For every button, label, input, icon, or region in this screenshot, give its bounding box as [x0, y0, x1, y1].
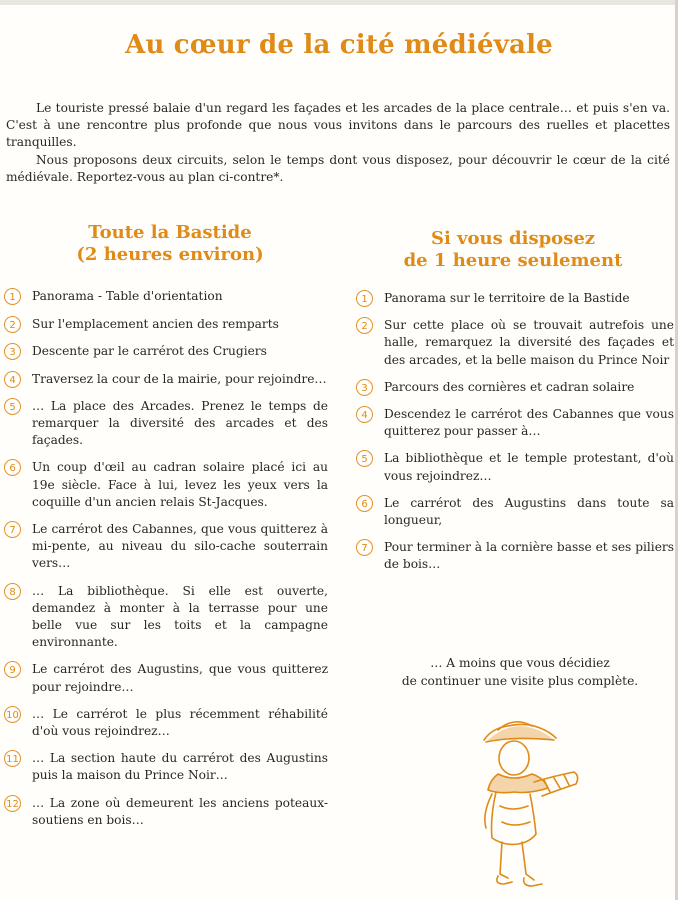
left-step — [4, 750, 328, 784]
left-step-text: Descente par le carrérot des Crugiers — [32, 344, 267, 359]
left-step-text: Un coup d'œil au cadran solaire placé ici au 19e siècle. Face à lui, levez les yeux vers la coquille d'un ancien relais St-Jacques. — [32, 460, 328, 509]
intro-text — [6, 100, 670, 186]
right-step — [356, 317, 674, 369]
circled-number-icon: 7 — [356, 539, 373, 556]
closing-line-1: … A moins que vous décidiez — [430, 656, 610, 670]
top-edge-rule — [0, 0, 678, 5]
right-step-text: La bibliothèque et le temple protestant, d'où vous rejoindrez… — [384, 451, 674, 483]
closing-note — [370, 655, 670, 690]
left-step — [4, 459, 328, 511]
circled-number-icon: 6 — [356, 495, 373, 512]
right-heading-line-1: Si vous disposez — [430, 228, 595, 249]
intro-paragraph-1: Le touriste pressé balaie d'un regard les façades et les arcades de la place centrale… et puis s'en va. C'est à une rencontre plus profonde que nous vous invitons dans le parcours des ruelles et placettes tranquilles. — [6, 101, 670, 150]
left-step-text: … La bibliothèque. Si elle est ouverte, demandez à monter à la terrasse pour une belle vue sur les toits et la campagne environnante. — [32, 583, 328, 650]
left-step — [4, 795, 328, 829]
circled-number-icon: 3 — [356, 379, 373, 396]
right-column-heading — [348, 228, 678, 272]
left-step — [4, 343, 328, 360]
circled-number-icon: 10 — [4, 706, 21, 723]
right-step-text: Descendez le carrérot des Cabannes que vous quitterez pour passer à… — [384, 407, 674, 439]
circled-number-icon: 11 — [4, 750, 21, 767]
circled-number-icon: 6 — [4, 459, 21, 476]
left-step — [4, 521, 328, 573]
left-step-text: Le carrérot des Cabannes, que vous quitterez à mi-pente, au niveau du silo-cache souterrain vers… — [32, 522, 328, 571]
right-step — [356, 495, 674, 529]
left-step-text: Le carrérot des Augustins, que vous quitterez pour rejoindre… — [32, 662, 328, 694]
left-circuit-steps — [4, 288, 328, 829]
page-title: Au cœur de la cité médiévale — [125, 30, 553, 60]
left-step — [4, 316, 328, 333]
left-step — [4, 706, 328, 740]
circled-number-icon: 1 — [4, 288, 21, 305]
left-heading-line-2: (2 heures environ) — [76, 244, 264, 265]
circled-number-icon: 4 — [4, 371, 21, 388]
circled-number-icon: 1 — [356, 290, 373, 307]
circled-number-icon: 5 — [356, 450, 373, 467]
left-column-heading — [10, 222, 330, 266]
right-step — [356, 450, 674, 484]
right-step-text: Sur cette place où se trouvait autrefois une halle, remarquez la diversité des façades et des arcades, et la belle maison du Prince Noir — [384, 318, 674, 367]
left-step — [4, 661, 328, 695]
left-step-text: Traversez la cour de la mairie, pour rejoindre… — [32, 371, 327, 386]
pilgrim-figure-illustration — [474, 718, 584, 896]
right-step — [356, 379, 674, 396]
right-step — [356, 290, 674, 307]
left-step-text: … Le carrérot le plus récemment réhabilité d'où vous rejoindrez… — [32, 706, 328, 739]
left-step-text: Sur l'emplacement ancien des remparts — [32, 317, 279, 332]
left-step-text: … La zone où demeurent les anciens poteaux-soutiens en bois… — [32, 795, 328, 827]
circled-number-icon: 7 — [4, 521, 21, 538]
left-step — [4, 371, 328, 388]
circled-number-icon: 4 — [356, 406, 373, 423]
left-step — [4, 398, 328, 450]
left-step-text: Panorama - Table d'orientation — [32, 289, 223, 303]
circled-number-icon: 12 — [4, 795, 21, 812]
left-step — [4, 288, 328, 305]
right-step — [356, 539, 674, 573]
circled-number-icon: 2 — [356, 317, 373, 334]
right-step — [356, 406, 674, 440]
left-heading-line-1: Toute la Bastide — [88, 222, 252, 243]
right-step-text: Le carrérot des Augustins dans toute sa longueur, — [384, 495, 674, 528]
left-step — [4, 583, 328, 652]
circled-number-icon: 2 — [4, 316, 21, 333]
right-step-text: Panorama sur le territoire de la Bastide — [384, 291, 630, 305]
left-step-text: … La place des Arcades. Prenez le temps de remarquer la diversité des arcades et des façades. — [32, 398, 328, 448]
circled-number-icon: 5 — [4, 398, 21, 415]
circled-number-icon: 3 — [4, 343, 21, 360]
right-step-text: Pour terminer à la cornière basse et ses piliers de bois… — [384, 540, 674, 572]
right-heading-line-2: de 1 heure seulement — [403, 250, 623, 271]
circled-number-icon: 8 — [4, 583, 21, 600]
right-circuit-steps — [356, 290, 674, 584]
right-step-text: Parcours des cornières et cadran solaire — [384, 379, 635, 394]
left-step-text: … La section haute du carrérot des Augustins puis la maison du Prince Noir… — [32, 751, 328, 783]
intro-paragraph-2: Nous proposons deux circuits, selon le temps dont vous disposez, pour découvrir le cœur de la cité médiévale. Reportez-vous au plan ci-contre*. — [6, 152, 670, 184]
closing-line-2: de continuer une visite plus complète. — [401, 673, 639, 688]
circled-number-icon: 9 — [4, 661, 21, 678]
